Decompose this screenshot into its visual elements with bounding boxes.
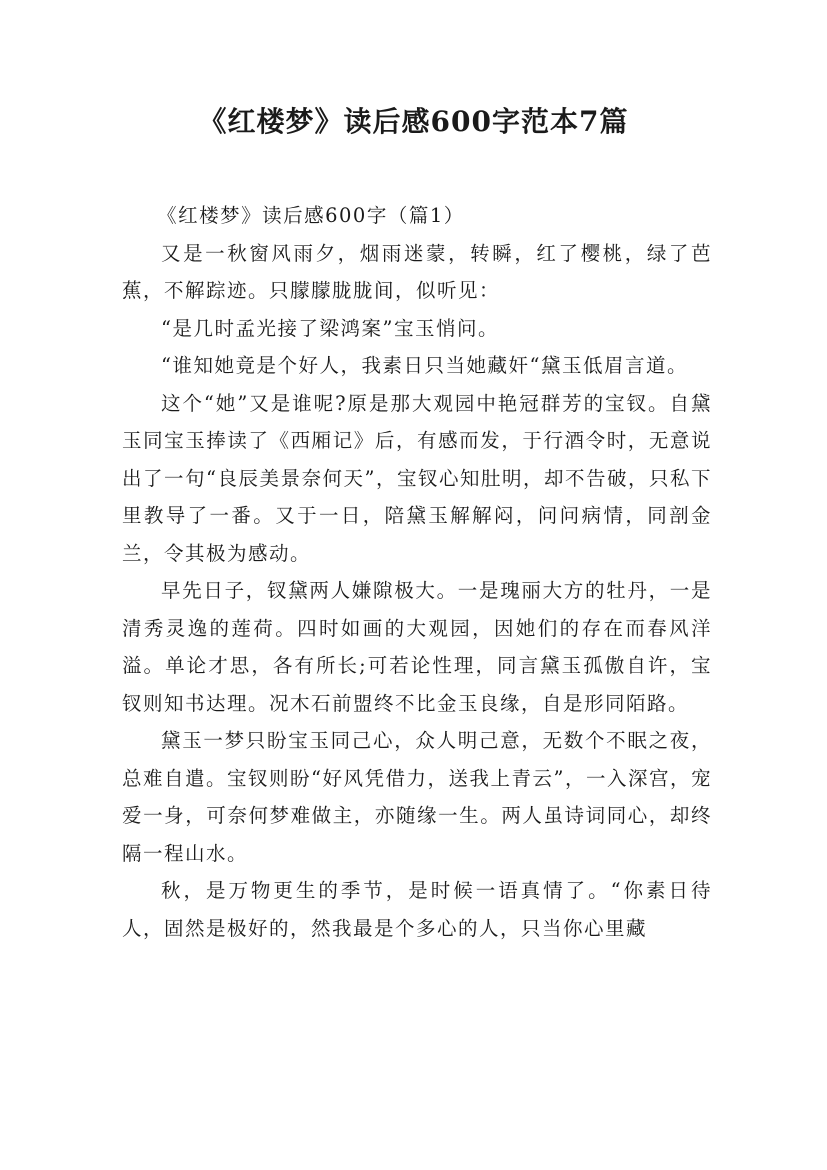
paragraph: 早先日子，钗黛两人嫌隙极大。一是瑰丽大方的牡丹，一是清秀灵逸的莲荷。四时如画的大观园，因她们的存在而春风洋溢。单论才思，各有所长;可若论性理，同言黛玉孤傲自许，宝钗则知书达理。况木石前盟终不比金玉良缘，自是形同陌路。 — [122, 579, 712, 715]
paragraph: “谁知她竟是个好人，我素日只当她藏奸“黛玉低眉言道。 — [161, 354, 688, 377]
paragraph: 又是一秋窗风雨夕，烟雨迷蒙，转瞬，红了樱桃，绿了芭蕉，不解踪迹。只朦朦胧胧间，似听见： — [122, 241, 712, 302]
document-body — [122, 197, 712, 947]
section-heading: 《红楼梦》读后感600字（篇1） — [157, 204, 465, 227]
paragraph: 黛玉一梦只盼宝玉同己心，众人明己意，无数个不眠之夜，总难自遣。宝钗则盼“好风凭借力，送我上青云”，一入深宫，宠爱一身，可奈何梦难做主，亦随缘一生。两人虽诗词同心，却终隔一程山水。 — [122, 729, 712, 865]
paragraph: “是几时孟光接了梁鸿案”宝玉悄问。 — [161, 316, 499, 340]
document-title: 《红楼梦》读后感600字范本7篇 — [198, 105, 629, 138]
paragraph: 秋，是万物更生的季节，是时候一语真情了。“你素日待人，固然是极好的，然我最是个多心的人，只当你心里藏 — [122, 879, 712, 940]
paragraph: 这个“她”又是谁呢?原是那大观园中艳冠群芳的宝钗。自黛玉同宝玉捧读了《西厢记》后，有感而发，于行酒令时，无意说出了一句“良辰美景奈何天”，宝钗心知肚明，却不告破，只私下里教导了一番。又于一日，陪黛玉解解闷，问问病情，同剖金兰，令其极为感动。 — [122, 391, 712, 565]
